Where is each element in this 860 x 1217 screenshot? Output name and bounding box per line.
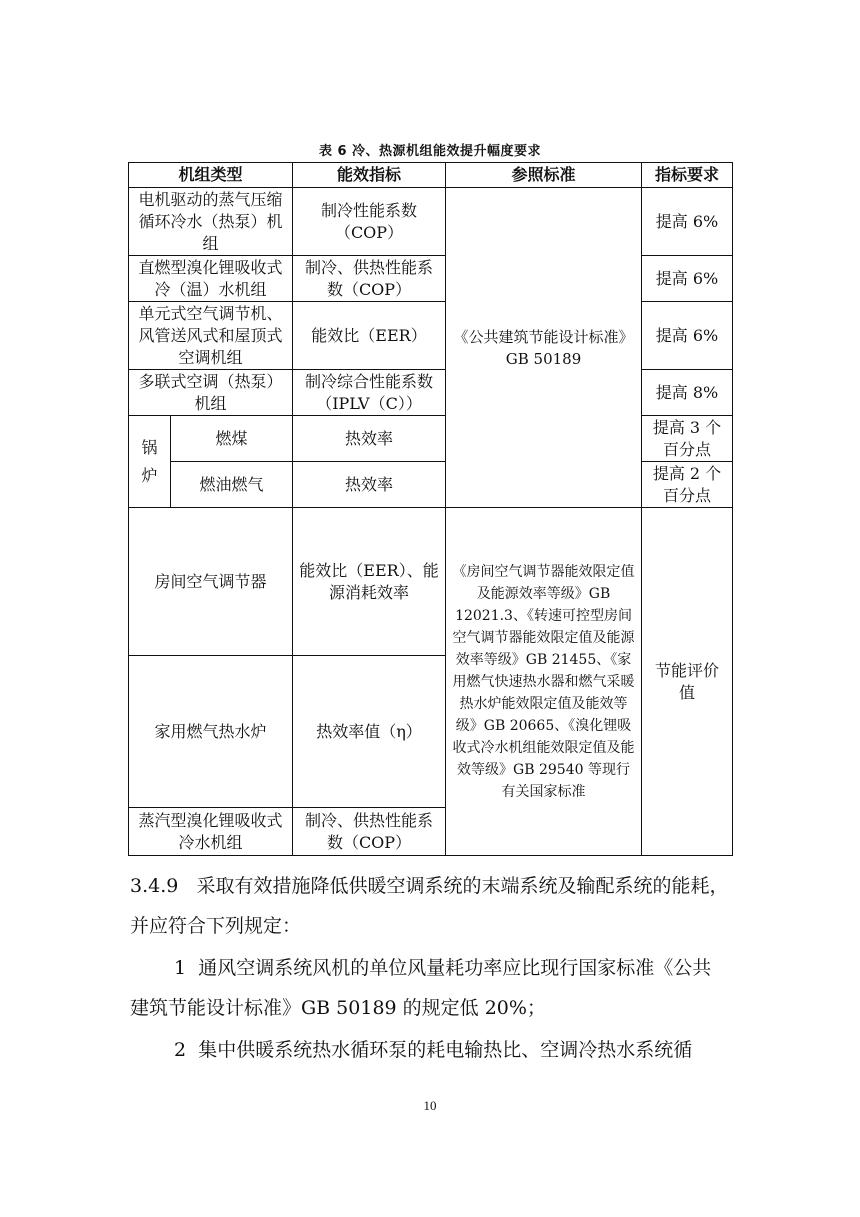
unit-type-cell: 房间空气调节器 [129,508,293,656]
requirement-cell: 提高 2 个百分点 [642,462,733,508]
table-header-row [129,163,733,188]
item-1-number: 1 [174,957,187,979]
requirement-cell: 提高 6% [642,256,733,302]
clause-text: 采取有效措施降低供暖空调系统的末端系统及输配系统的能耗，并应符合下列规定： [130,875,729,937]
table-row [129,256,733,302]
boiler-fuel-cell: 燃油燃气 [171,462,293,508]
item-2-text: 集中供暖系统热水循环泵的耗电输热比、空调冷热水系统循 [198,1039,693,1061]
page-number: 10 [423,1098,437,1113]
requirement-cell: 节能评价值 [642,508,733,856]
table-row [129,416,733,462]
requirement-cell: 提高 8% [642,370,733,416]
efficiency-index-cell: 制冷、供热性能系数（COP） [293,808,446,856]
table-row [129,462,733,508]
header-requirement: 指标要求 [642,163,733,188]
unit-type-cell: 单元式空气调节机、风管送风式和屋顶式空调机组 [129,302,293,370]
boiler-fuel-cell: 燃煤 [171,416,293,462]
efficiency-index-cell: 制冷综合性能系数（IPLV（C）） [293,370,446,416]
table-row [129,188,733,256]
clause-paragraph [130,866,730,946]
efficiency-index-cell: 热效率 [293,416,446,462]
unit-type-cell: 直燃型溴化锂吸收式冷（温）水机组 [129,256,293,302]
efficiency-index-cell: 能效比（EER）、能源消耗效率 [293,508,446,656]
efficiency-index-cell: 热效率 [293,462,446,508]
table-row [129,508,733,656]
requirement-cell: 提高 6% [642,302,733,370]
header-unit-type: 机组类型 [129,163,293,188]
clause-number: 3.4.9 [130,875,179,897]
efficiency-index-cell: 制冷性能系数（COP） [293,188,446,256]
header-reference-standard: 参照标准 [446,163,642,188]
efficiency-table [128,162,733,856]
reference-standard-cell: 《房间空气调节器能效限定值及能源效率等级》GB 12021.3、《转速可控型房间空气调节器能效限定值及能源效率等级》GB 21455、《家用燃气快速热水器和燃气采暖热水炉能效限定值及能效等级》GB 20665、《溴化锂吸收式冷水机组能效限定值及能效等级》GB 29540 等现行有关国家标准 [446,508,642,856]
unit-type-cell: 蒸汽型溴化锂吸收式冷水机组 [129,808,293,856]
requirement-cell: 提高 3 个百分点 [642,416,733,462]
table-caption: 表 6 冷、热源机组能效提升幅度要求 [318,144,542,159]
efficiency-index-cell: 制冷、供热性能系数（COP） [293,256,446,302]
table-row [129,370,733,416]
requirement-cell: 提高 6% [642,188,733,256]
table-row [129,302,733,370]
item-2-number: 2 [174,1039,187,1061]
item-2-paragraph [130,1030,730,1070]
unit-type-cell: 电机驱动的蒸气压缩循环冷水（热泵）机组 [129,188,293,256]
boiler-group-label: 锅炉 [129,416,171,508]
item-1-paragraph [130,948,730,1028]
reference-standard-cell: 《公共建筑节能设计标准》GB 50189 [446,188,642,508]
header-efficiency-index: 能效指标 [293,163,446,188]
unit-type-cell: 多联式空调（热泵）机组 [129,370,293,416]
efficiency-index-cell: 热效率值（η） [293,656,446,808]
unit-type-cell: 家用燃气热水炉 [129,656,293,808]
item-1-text: 通风空调系统风机的单位风量耗功率应比现行国家标准《公共建筑节能设计标准》GB 50189 的规定低 20%； [130,957,712,1019]
efficiency-index-cell: 能效比（EER） [293,302,446,370]
